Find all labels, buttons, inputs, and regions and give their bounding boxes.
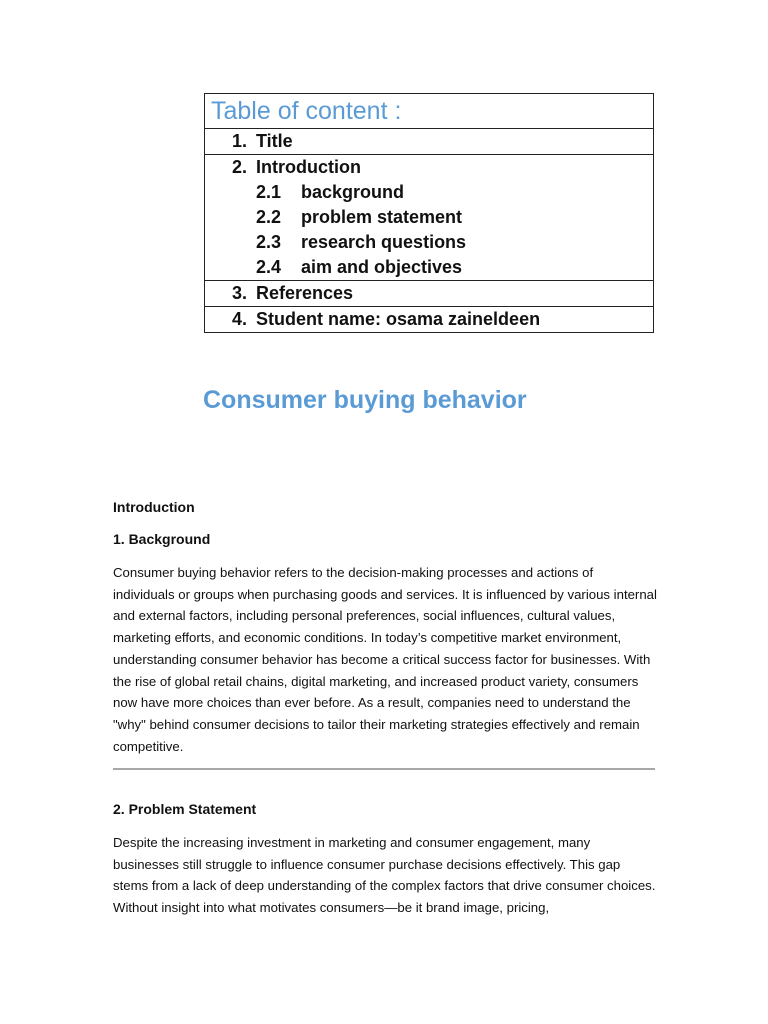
toc-item-number: 2.1 (256, 182, 282, 202)
section-divider (113, 768, 655, 770)
toc-item (205, 155, 653, 180)
toc-item (205, 307, 653, 332)
problem-statement-paragraph: Despite the increasing investment in marketing and consumer engagement, many businesses still struggle to influence consumer purchase decisions effectively. This gap stems from a lack of deep understanding of the complex factors that drive consumer choices. Without insight into what motivates consumers—be it brand image, pricing, (113, 835, 656, 916)
introduction-heading: Introduction (113, 499, 195, 515)
document-title: Consumer buying behavior (203, 386, 527, 414)
toc-item-number: 3. (232, 283, 248, 303)
toc-item-number: 1. (232, 131, 248, 151)
toc-item (205, 281, 653, 306)
toc-subitem (205, 205, 653, 230)
toc-row-student (205, 307, 653, 332)
toc-item-label: background (301, 182, 405, 202)
toc-row-introduction (205, 155, 653, 281)
background-heading: 1. Background (113, 531, 211, 547)
toc-item-label: Title (256, 131, 293, 151)
problem-statement-heading: 2. Problem Statement (113, 801, 257, 817)
toc-item-label: research questions (301, 232, 467, 252)
toc-item-label: Student name: osama zaineldeen (256, 309, 541, 329)
toc-item-label: problem statement (301, 207, 463, 227)
toc-item-label: References (256, 283, 354, 303)
toc-item-number: 4. (232, 309, 248, 329)
toc-title: Table of content : (205, 94, 653, 129)
toc-row-title (205, 129, 653, 155)
toc-subitem (205, 230, 653, 255)
toc-item-label: Introduction (256, 157, 361, 177)
toc-item (205, 129, 653, 154)
table-of-contents (204, 93, 654, 333)
toc-item-number: 2.2 (256, 207, 282, 227)
toc-item-label: aim and objectives (301, 257, 463, 277)
toc-subitem (205, 180, 653, 205)
toc-row-references (205, 281, 653, 307)
toc-subitem (205, 255, 653, 280)
toc-item-number: 2.3 (256, 232, 282, 252)
toc-item-number: 2. (232, 157, 248, 177)
background-paragraph: Consumer buying behavior refers to the decision-making processes and actions of individuals or groups when purchasing goods and services. It is influenced by various internal and external factors, including personal preferences, social influences, cultural values, marketing efforts, and economic conditions. In today’s competitive market environment, understanding consumer behavior has become a critical success factor for businesses. With the rise of global retail chains, digital marketing, and increased product variety, consumers now have more choices than ever before. As a result, companies need to understand the "why" behind consumer decisions to tailor their marketing strategies effectively and remain competitive. (113, 565, 657, 754)
toc-item-number: 2.4 (256, 257, 282, 277)
